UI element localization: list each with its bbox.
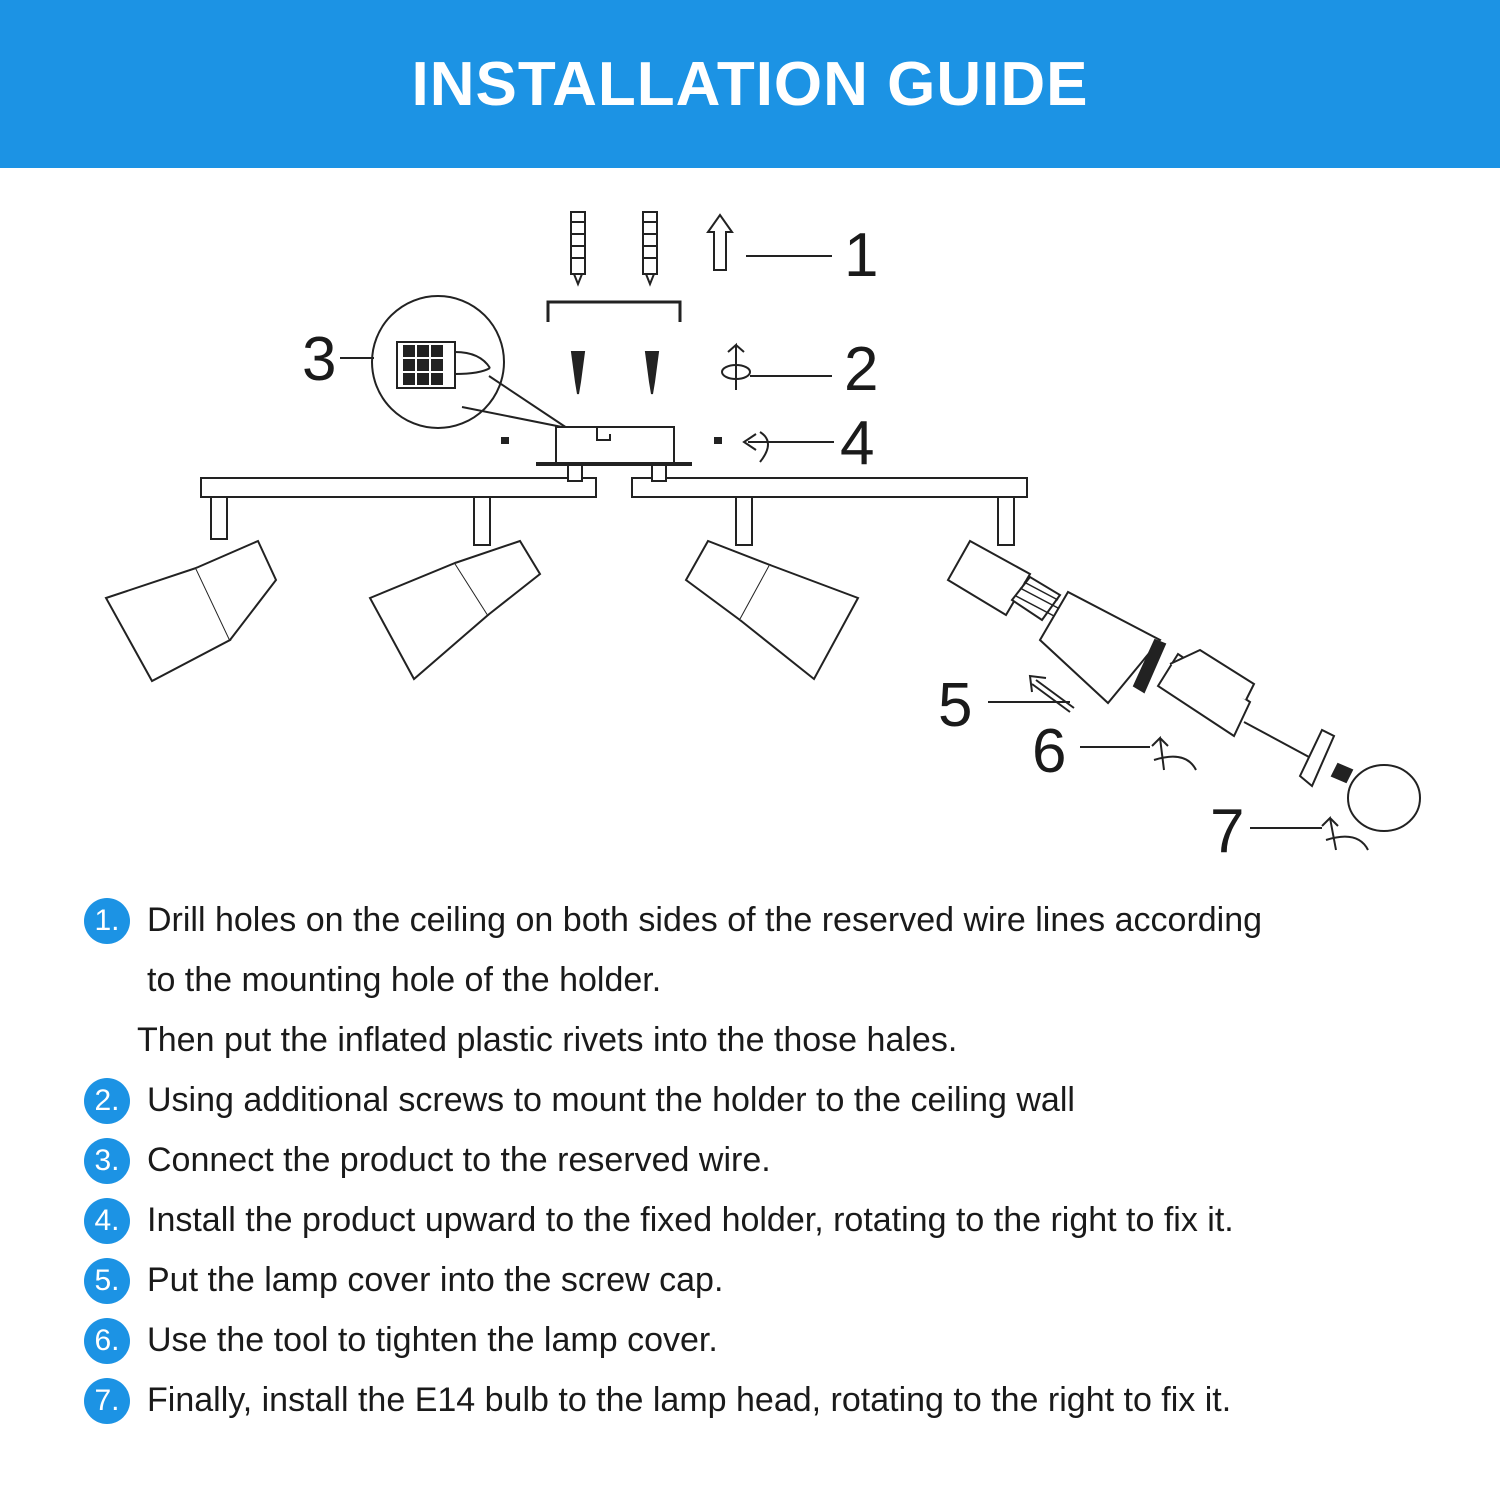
step-number-badge: 4.: [84, 1198, 130, 1244]
page-title: INSTALLATION GUIDE: [411, 49, 1089, 119]
step-text: Use the tool to tighten the lamp cover.: [147, 1321, 718, 1359]
callout-number-3: 3: [302, 325, 337, 394]
header-banner: [0, 0, 1500, 168]
spotlight-3: [686, 497, 858, 679]
e14-bulb: [1332, 764, 1420, 831]
step-text: Put the lamp cover into the screw cap.: [147, 1261, 724, 1299]
rotate-right-arrow-icon: [744, 432, 786, 462]
spotlight-4-exploded: [948, 497, 1420, 831]
bar-left: [201, 478, 596, 497]
bar-right: [632, 478, 1027, 497]
step-text: Drill holes on the ceiling on both sides of the reserved wire lines according: [147, 901, 1263, 939]
step-text: Finally, install the E14 bulb to the lamp head, rotating to the right to fix it.: [147, 1381, 1232, 1419]
callout-number-4: 4: [840, 409, 875, 478]
wall-plug-left: [571, 212, 585, 284]
step-number-badge: 1.: [84, 898, 130, 944]
arrow-up-icon: [708, 215, 732, 270]
callout-number-5: 5: [938, 671, 973, 740]
push-arrow-icon: [1030, 676, 1074, 712]
callout-number-6: 6: [1032, 717, 1067, 786]
step-number-badge: 5.: [84, 1258, 130, 1304]
callout-number-1: 1: [844, 221, 879, 290]
callout-number-7: 7: [1210, 797, 1245, 866]
rotate-arrow-icon: [722, 345, 750, 390]
step-text: Connect the product to the reserved wire.: [147, 1141, 771, 1179]
installation-diagram: [0, 168, 1500, 888]
step-text: Then put the inflated plastic rivets into the those hales.: [137, 1021, 958, 1059]
step-text: Install the product upward to the fixed holder, rotating to the right to fix it.: [147, 1201, 1234, 1239]
tighten-arrow-icon: [1152, 738, 1196, 770]
screw-right: [646, 352, 658, 394]
step-number-badge: 6.: [84, 1318, 130, 1364]
step-number-badge: 3.: [84, 1138, 130, 1184]
wall-plug-right: [643, 212, 657, 284]
step-number-badge: 7.: [84, 1378, 130, 1424]
canopy-base: [556, 427, 674, 463]
screw-left: [572, 352, 584, 394]
step-text: to the mounting hole of the holder.: [147, 961, 662, 999]
step-text: Using additional screws to mount the holder to the ceiling wall: [147, 1081, 1075, 1119]
callout-number-2: 2: [844, 335, 879, 404]
mounting-bracket: [548, 302, 680, 322]
spotlight-2: [370, 497, 540, 679]
step-number-badge: 2.: [84, 1078, 130, 1124]
terminal-block-icon: [397, 342, 490, 388]
spotlight-1: [106, 497, 276, 681]
